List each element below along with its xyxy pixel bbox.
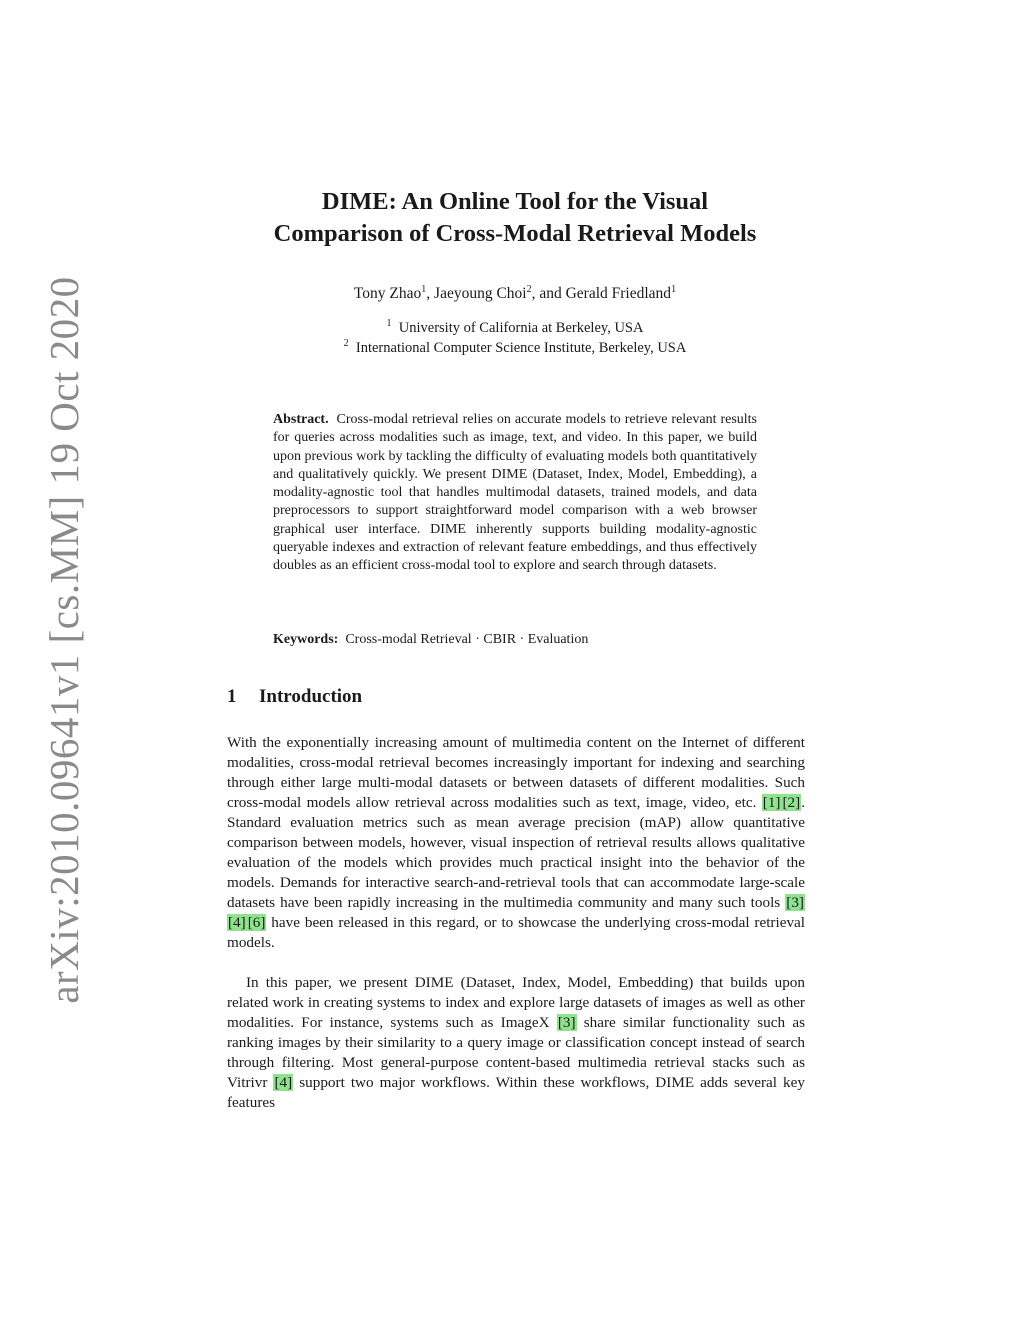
affiliation-mark: 1	[386, 318, 392, 329]
author-affiliation-mark: 2	[526, 284, 532, 295]
affiliation-mark: 2	[343, 338, 349, 349]
citation-link[interactable]: [6]	[247, 914, 266, 931]
affiliation-text: International Computer Science Institute, Berkeley, USA	[355, 339, 687, 356]
keywords-text: Cross-modal Retrieval · CBIR · Evaluation	[345, 632, 589, 647]
citation-link[interactable]: [2]	[782, 794, 801, 811]
abstract-text: Cross-modal retrieval relies on accurate models to retrieve relevant results for queries across modalities such as image, text, and video. In this paper, we build upon previous work by tackling the difficulty of evaluating models both quantitatively and qualitatively quickly. We present DIME (Dataset, Index, Model, Embedding), a modality-agnostic tool that handles multimodal datasets, trained models, and data preprocessors to support straightforward model comparison with a web browser graphical user interface. DIME inherently supports building modality-agnostic queryable indexes and extraction of relevant feature embeddings, and thus effectively doubles as an efficient cross-modal tool to explore and search through datasets.	[273, 412, 757, 574]
affiliation-2	[200, 338, 830, 357]
section-number: 1	[227, 686, 237, 707]
citation-link[interactable]: [1]	[762, 794, 781, 811]
title-line-2: Comparison of Cross-Modal Retrieval Models	[273, 220, 757, 247]
paragraph-text: . Standard evaluation metrics such as mean average precision (mAP) allow quantitative comparison between models, however, visual inspection of retrieval results allows qualitative evaluation of the models which provides much practical insight into the behavior of the models. Demands for interactive search-and-retrieval tools that can accommodate large-scale datasets have been rapidly increasing in the multimedia community and many such tools	[227, 794, 805, 911]
author-list	[200, 284, 830, 303]
author-name: Tony Zhao	[353, 285, 422, 303]
citation-link[interactable]: [4]	[274, 1074, 293, 1091]
citation-link[interactable]: [3]	[557, 1014, 576, 1031]
paragraph-text: In this paper, we present DIME (Dataset, Index, Model, Embedding) that builds upon related work in creating systems to index and explore large datasets of images as well as other modalities. For instance, systems such as ImageX	[227, 974, 805, 1031]
author-separator: ,	[426, 285, 435, 303]
paragraph-text: With the exponentially increasing amount of multimedia content on the Internet of different modalities, cross-modal retrieval becomes increasingly important for indexing and searching through either large multi-modal datasets or between datasets of different modalities. Such cross-modal models allow retrieval across modalities such as text, image, video, etc.	[227, 734, 805, 811]
paragraph-text: have been released in this regard, or to showcase the underlying cross-modal retrieval models.	[227, 914, 805, 951]
paragraph-text: support two major workflows. Within these workflows, DIME adds several key features	[227, 1074, 805, 1111]
author-name: Gerald Friedland	[565, 285, 672, 303]
affiliation-text: University of California at Berkeley, USA	[398, 319, 644, 336]
abstract-label: Abstract.	[273, 412, 329, 427]
keywords	[273, 632, 757, 648]
paragraph-text: share similar functionality such as ranking images by their similarity to a query image or classification concept instead of search through filtering. Most general-purpose content-based multimedia retrieval stacks such as Vitrivr	[227, 1014, 805, 1091]
author-name: Jaeyoung Choi	[434, 285, 527, 303]
author-affiliation-mark: 1	[671, 284, 677, 295]
section-title: Introduction	[259, 686, 363, 707]
keywords-label: Keywords:	[273, 632, 339, 647]
arxiv-identifier-stamp: arXiv:2010.09641v1 [cs.MM] 19 Oct 2020	[41, 276, 87, 1004]
paper-title	[200, 186, 830, 250]
intro-paragraph-1	[227, 733, 805, 953]
title-line-1: DIME: An Online Tool for the Visual	[321, 188, 709, 215]
section-heading-introduction	[227, 686, 362, 708]
abstract	[273, 411, 757, 576]
author-separator: , and	[531, 285, 566, 303]
citation-link[interactable]: [3]	[786, 894, 804, 911]
affiliation-1	[200, 318, 830, 337]
citation-link[interactable]: [4]	[228, 914, 246, 931]
intro-paragraph-2	[227, 973, 805, 1113]
author-affiliation-mark: 1	[421, 284, 427, 295]
